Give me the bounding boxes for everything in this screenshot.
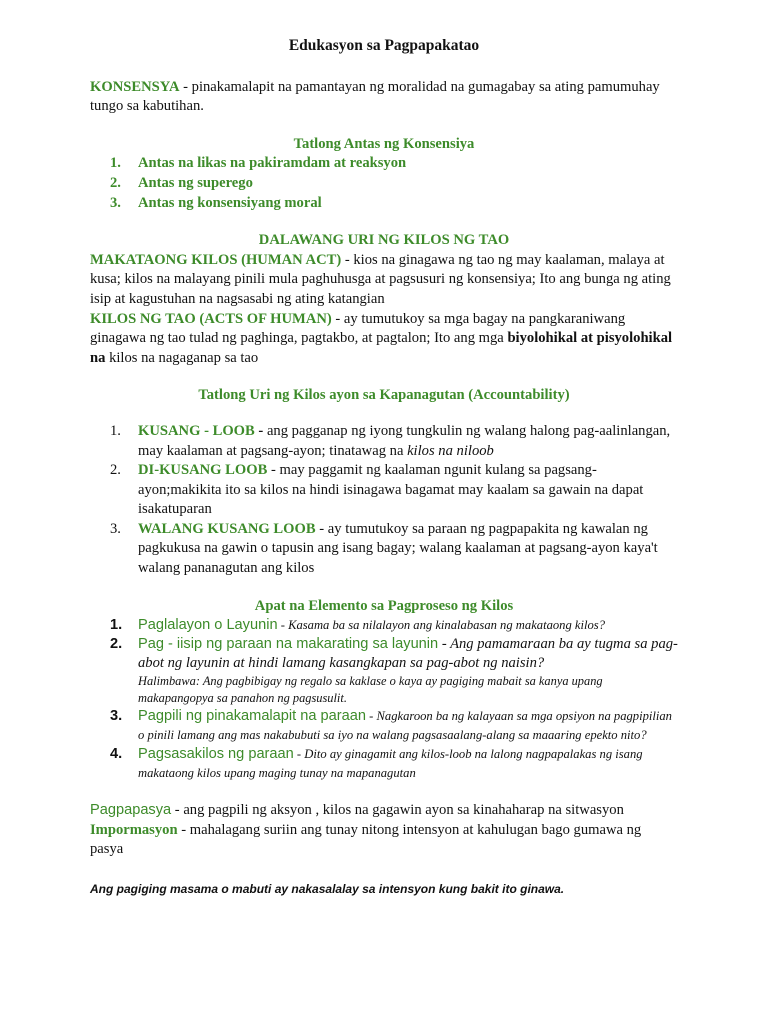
kilos-ng-tao-paragraph — [90, 310, 678, 369]
makataong-kilos-paragraph — [90, 251, 678, 310]
page-title: Edukasyon sa Pagpapakatao — [288, 37, 480, 54]
elemento-item: 2. Pag - iisip ng paraan na makarating sa layunin - Ang pamamaraan ba ay tugma sa pag-abot ng layunin at hindi lamang kasangkapan sa pag-abot ng naisin? Halimbawa: Ang pagbibigay ng regalo sa kaklase o kaya ay pagiging mabait sa kanya upang makapangopya sa panahon ng pagsusulit. — [110, 636, 678, 706]
pagpapasya-term: Pagpapasya — [90, 802, 172, 819]
konsensya-term: KONSENSYA — [90, 78, 180, 95]
konsensya-paragraph — [90, 78, 678, 117]
antas-item: 2. Antas ng superego — [110, 174, 253, 191]
antas-item: 3. Antas ng konsensiyang moral — [110, 194, 322, 211]
elemento-section — [90, 597, 678, 784]
kilos-ng-tao-bold: biyolohikal at pisyolohikal na — [90, 330, 673, 366]
pagpapasya-paragraph — [90, 801, 678, 821]
makataong-kilos-definition: - kios na ginagawa ng tao ng may kaalaman, malaya at kusa; kilos na malayang pinili mula paghuhusga at pagsusuri ng konsensiya; Ito ang bunga ng ating isip at kagustuhan na nagsasabi ng ating katangian — [90, 251, 671, 307]
kapanagutan-list — [90, 422, 678, 579]
kilos-ng-tao-definition: - ay tumutukoy sa mga bagay na pangkaraniwang ginagawa ng tao tulad ng paghinga, pagtakbo, at pagtalon; Ito ang mga — [90, 310, 626, 347]
kapanagutan-section — [90, 386, 678, 578]
elemento-item: 4. Pagsasakilos ng paraan - Dito ay ginagamit ang kilos-loob na lalong nagpapalakas ng isang makataong kilos upang maging tunay na mapanagutan — [110, 746, 643, 781]
kapanagutan-item: 2. DI-KUSANG LOOB - may paggamit ng kaalaman ngunit kulang sa pagsang-ayon;makikita ito sa kilos na hindi isinagawa bagamat may kaalam sa gawain na dapat isakatuparan — [110, 462, 644, 518]
kapanagutan-item: 3. WALANG KUSANG LOOB - ay tumutukoy sa paraan ng pagpapakita ng kawalan ng pagkukusa na gawin o tapusin ang isang bagay; walang kaalaman at pagsang-ayon kaya't walang pananagutan ang kilos — [110, 520, 658, 577]
kilos-ng-tao-end: kilos na nagaganap sa tao — [105, 349, 259, 366]
antas-list — [90, 154, 678, 213]
pagpapasya-definition: - ang pagpili ng aksyon , kilos na gagawin ayon sa kinahaharap na sitwasyon — [171, 802, 624, 819]
uri-heading: DALAWANG URI NG KILOS NG TAO — [258, 232, 510, 249]
makataong-kilos-term: MAKATAONG KILOS (HUMAN ACT) — [90, 251, 342, 268]
kilos-ng-tao-term: KILOS NG TAO (ACTS OF HUMAN) — [90, 310, 332, 327]
elemento-item: 1. Paglalayon o Layunin - Kasama ba sa nilalayon ang kinalabasan ng makataong kilos? — [110, 617, 605, 634]
impormasyon-paragraph — [90, 821, 678, 860]
impormasyon-term: Impormasyon — [90, 821, 178, 838]
antas-heading: Tatlong Antas ng Konsensiya — [293, 135, 475, 152]
antas-item: 1. Antas na likas na pakiramdam at reaksyon — [110, 155, 407, 172]
closing-statement: Ang pagiging masama o mabuti ay nakasalalay sa intensyon kung bakit ito ginawa. — [90, 882, 565, 897]
pasya-section — [90, 801, 678, 860]
uri-section — [90, 231, 678, 368]
elemento-list — [90, 616, 678, 783]
konsensya-definition: - pinakamalapit na pamantayan ng moralidad na gumagabay sa ating pamumuhay tungo sa kabutihan. — [90, 78, 660, 115]
elemento-item: 3. Pagpili ng pinakamalapit na paraan - Nagkaroon ba ng kalayaan sa mga opsiyon na pagpipilian o pinili lamang ang mas nakabubuti sa iyo na walang pagsasaalang-alang sa maaaring epekto nito? — [110, 708, 672, 743]
elemento-example: Halimbawa: Ang pagbibigay ng regalo sa kaklase o kaya ay pagiging mabait sa kanya upang makapangopya sa panahon ng pagsusulit. — [138, 674, 603, 706]
kapanagutan-item: 1. KUSANG - LOOB - ang pagganap ng iyong tungkulin ng walang halong pag-aalinlangan, may kaalaman at pagsang-ayon; tinatawag na kilos na niloob — [110, 422, 671, 459]
elemento-heading: Apat na Elemento sa Pagproseso ng Kilos — [254, 597, 514, 614]
impormasyon-definition: - mahalagang suriin ang tunay nitong intensyon at kahulugan bago gumawa ng pasya — [90, 821, 642, 858]
antas-section — [90, 135, 678, 213]
kapanagutan-heading: Tatlong Uri ng Kilos ayon sa Kapanagutan (Accountability) — [198, 387, 570, 404]
